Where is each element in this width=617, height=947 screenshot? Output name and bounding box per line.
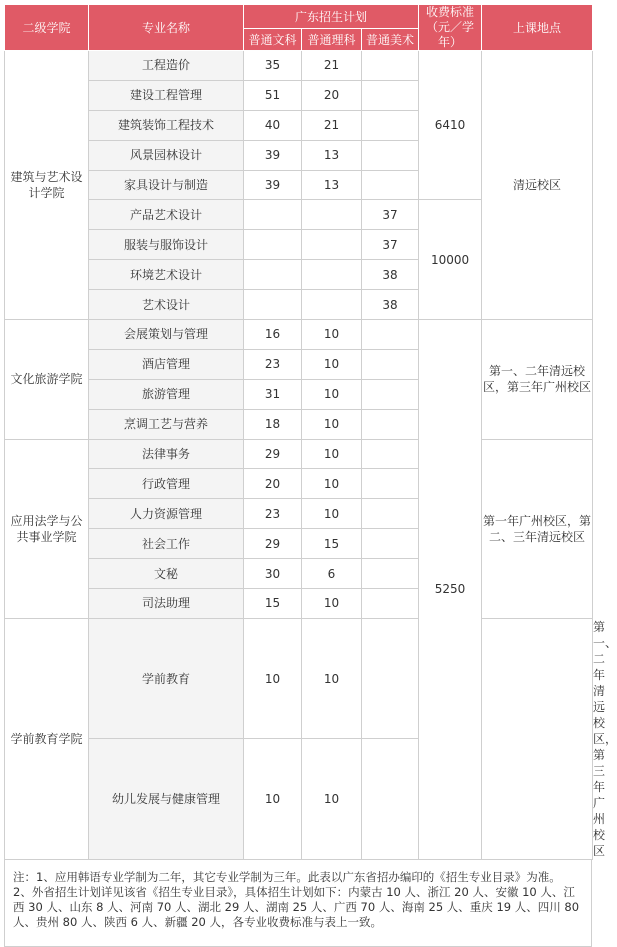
enrollment-plan (4, 4, 617, 947)
enrollment-table (4, 4, 617, 860)
art-cell (362, 349, 419, 379)
liberal-cell: 29 (244, 529, 302, 559)
major-cell: 学前教育 (89, 618, 244, 739)
science-cell: 21 (302, 51, 362, 81)
science-cell: 13 (302, 140, 362, 170)
major-cell: 法律事务 (89, 439, 244, 469)
science-cell: 10 (302, 379, 362, 409)
art-cell (362, 589, 419, 619)
art-cell (362, 739, 419, 860)
art-cell: 38 (362, 290, 419, 320)
art-cell (362, 140, 419, 170)
major-cell: 工程造价 (89, 51, 244, 81)
location-cell: 第一、二年清远校区，第三年广州校区 (482, 320, 593, 440)
major-cell: 服装与服饰设计 (89, 230, 244, 260)
fee-cell: 6410 (419, 51, 482, 200)
major-cell: 酒店管理 (89, 349, 244, 379)
major-cell: 旅游管理 (89, 379, 244, 409)
art-cell (362, 51, 419, 81)
major-cell: 司法助理 (89, 589, 244, 619)
header-liberal: 普通文科 (244, 29, 302, 51)
liberal-cell: 18 (244, 409, 302, 439)
art-cell (362, 469, 419, 499)
science-cell: 10 (302, 739, 362, 860)
major-cell: 人力资源管理 (89, 499, 244, 529)
header-row (5, 5, 593, 29)
science-cell: 10 (302, 499, 362, 529)
major-cell: 文秘 (89, 559, 244, 589)
table-row (5, 51, 593, 81)
liberal-cell: 20 (244, 469, 302, 499)
liberal-cell: 23 (244, 349, 302, 379)
liberal-cell (244, 290, 302, 320)
location-cell: 第一年广州校区，第二、三年清远校区 (482, 439, 593, 618)
art-cell (362, 320, 419, 350)
art-cell: 37 (362, 230, 419, 260)
header-college: 二级学院 (5, 5, 89, 51)
fee-cell-empty (482, 618, 593, 859)
liberal-cell: 10 (244, 618, 302, 739)
major-cell: 社会工作 (89, 529, 244, 559)
liberal-cell (244, 200, 302, 230)
liberal-cell: 15 (244, 589, 302, 619)
header-major: 专业名称 (89, 5, 244, 51)
header-plan: 广东招生计划 (244, 5, 419, 29)
art-cell (362, 499, 419, 529)
art-cell: 38 (362, 260, 419, 290)
college-cell: 文化旅游学院 (5, 320, 89, 440)
major-cell: 建筑装饰工程技术 (89, 110, 244, 140)
art-cell (362, 618, 419, 739)
science-cell: 10 (302, 439, 362, 469)
table-row: 学前教育学院 学前教育 10 10 第一、二年清远校区，第三年广州校区 (5, 618, 593, 739)
liberal-cell: 23 (244, 499, 302, 529)
liberal-cell: 10 (244, 739, 302, 860)
header-art: 普通美术 (362, 29, 419, 51)
liberal-cell (244, 230, 302, 260)
art-cell (362, 170, 419, 200)
science-cell (302, 230, 362, 260)
art-cell (362, 110, 419, 140)
science-cell: 10 (302, 320, 362, 350)
major-cell: 幼儿发展与健康管理 (89, 739, 244, 860)
header-fee: 收费标准 （元／学年） (419, 5, 482, 51)
science-cell: 15 (302, 529, 362, 559)
major-cell: 建设工程管理 (89, 80, 244, 110)
science-cell: 10 (302, 349, 362, 379)
science-cell: 20 (302, 80, 362, 110)
notes-box (4, 860, 592, 947)
science-cell (302, 260, 362, 290)
science-cell: 10 (302, 409, 362, 439)
science-cell (302, 200, 362, 230)
science-cell: 6 (302, 559, 362, 589)
art-cell (362, 80, 419, 110)
header-location: 上课地点 (482, 5, 593, 51)
table-row (5, 320, 593, 350)
major-cell: 行政管理 (89, 469, 244, 499)
art-cell (362, 559, 419, 589)
note-line-2: 2、外省招生计划详见该省《招生专业目录》，具体招生计划如下：内蒙古 10 人、浙江 20 人、安徽 10 人、江西 30 人、山东 8 人、河南 70 人、湖北 29 人、湖南 25 人、广西 70 人、海南 25 人、重庆 19 人、四川 80 人、贵州 80 人、陕西 6 人、新疆 20 人，各专业收费标准与表上一致。 (13, 884, 580, 929)
liberal-cell: 39 (244, 140, 302, 170)
college-cell: 建筑与艺术设计学院 (5, 51, 89, 320)
science-cell: 10 (302, 618, 362, 739)
header-science: 普通理科 (302, 29, 362, 51)
college-cell: 学前教育学院 (5, 618, 89, 859)
major-cell: 艺术设计 (89, 290, 244, 320)
liberal-cell: 30 (244, 559, 302, 589)
fee-cell: 5250 (419, 320, 482, 860)
art-cell (362, 529, 419, 559)
art-cell: 37 (362, 200, 419, 230)
major-cell: 环境艺术设计 (89, 260, 244, 290)
science-cell: 21 (302, 110, 362, 140)
liberal-cell: 31 (244, 379, 302, 409)
art-cell (362, 409, 419, 439)
art-cell (362, 439, 419, 469)
note-line-1: 注：1、应用韩语专业学制为二年，其它专业学制为三年。此表以广东省招办编印的《招生专业目录》为准。 (13, 869, 561, 884)
liberal-cell (244, 260, 302, 290)
table-row (5, 439, 593, 469)
science-cell: 13 (302, 170, 362, 200)
science-cell: 10 (302, 589, 362, 619)
liberal-cell: 16 (244, 320, 302, 350)
liberal-cell: 39 (244, 170, 302, 200)
science-cell: 10 (302, 469, 362, 499)
fee-cell: 10000 (419, 200, 482, 320)
liberal-cell: 40 (244, 110, 302, 140)
major-cell: 风景园林设计 (89, 140, 244, 170)
liberal-cell: 29 (244, 439, 302, 469)
college-cell: 应用法学与公共事业学院 (5, 439, 89, 618)
major-cell: 会展策划与管理 (89, 320, 244, 350)
science-cell (302, 290, 362, 320)
liberal-cell: 51 (244, 80, 302, 110)
major-cell: 烹调工艺与营养 (89, 409, 244, 439)
major-cell: 产品艺术设计 (89, 200, 244, 230)
art-cell (362, 379, 419, 409)
liberal-cell: 35 (244, 51, 302, 81)
location-cell: 清远校区 (482, 51, 593, 320)
major-cell: 家具设计与制造 (89, 170, 244, 200)
